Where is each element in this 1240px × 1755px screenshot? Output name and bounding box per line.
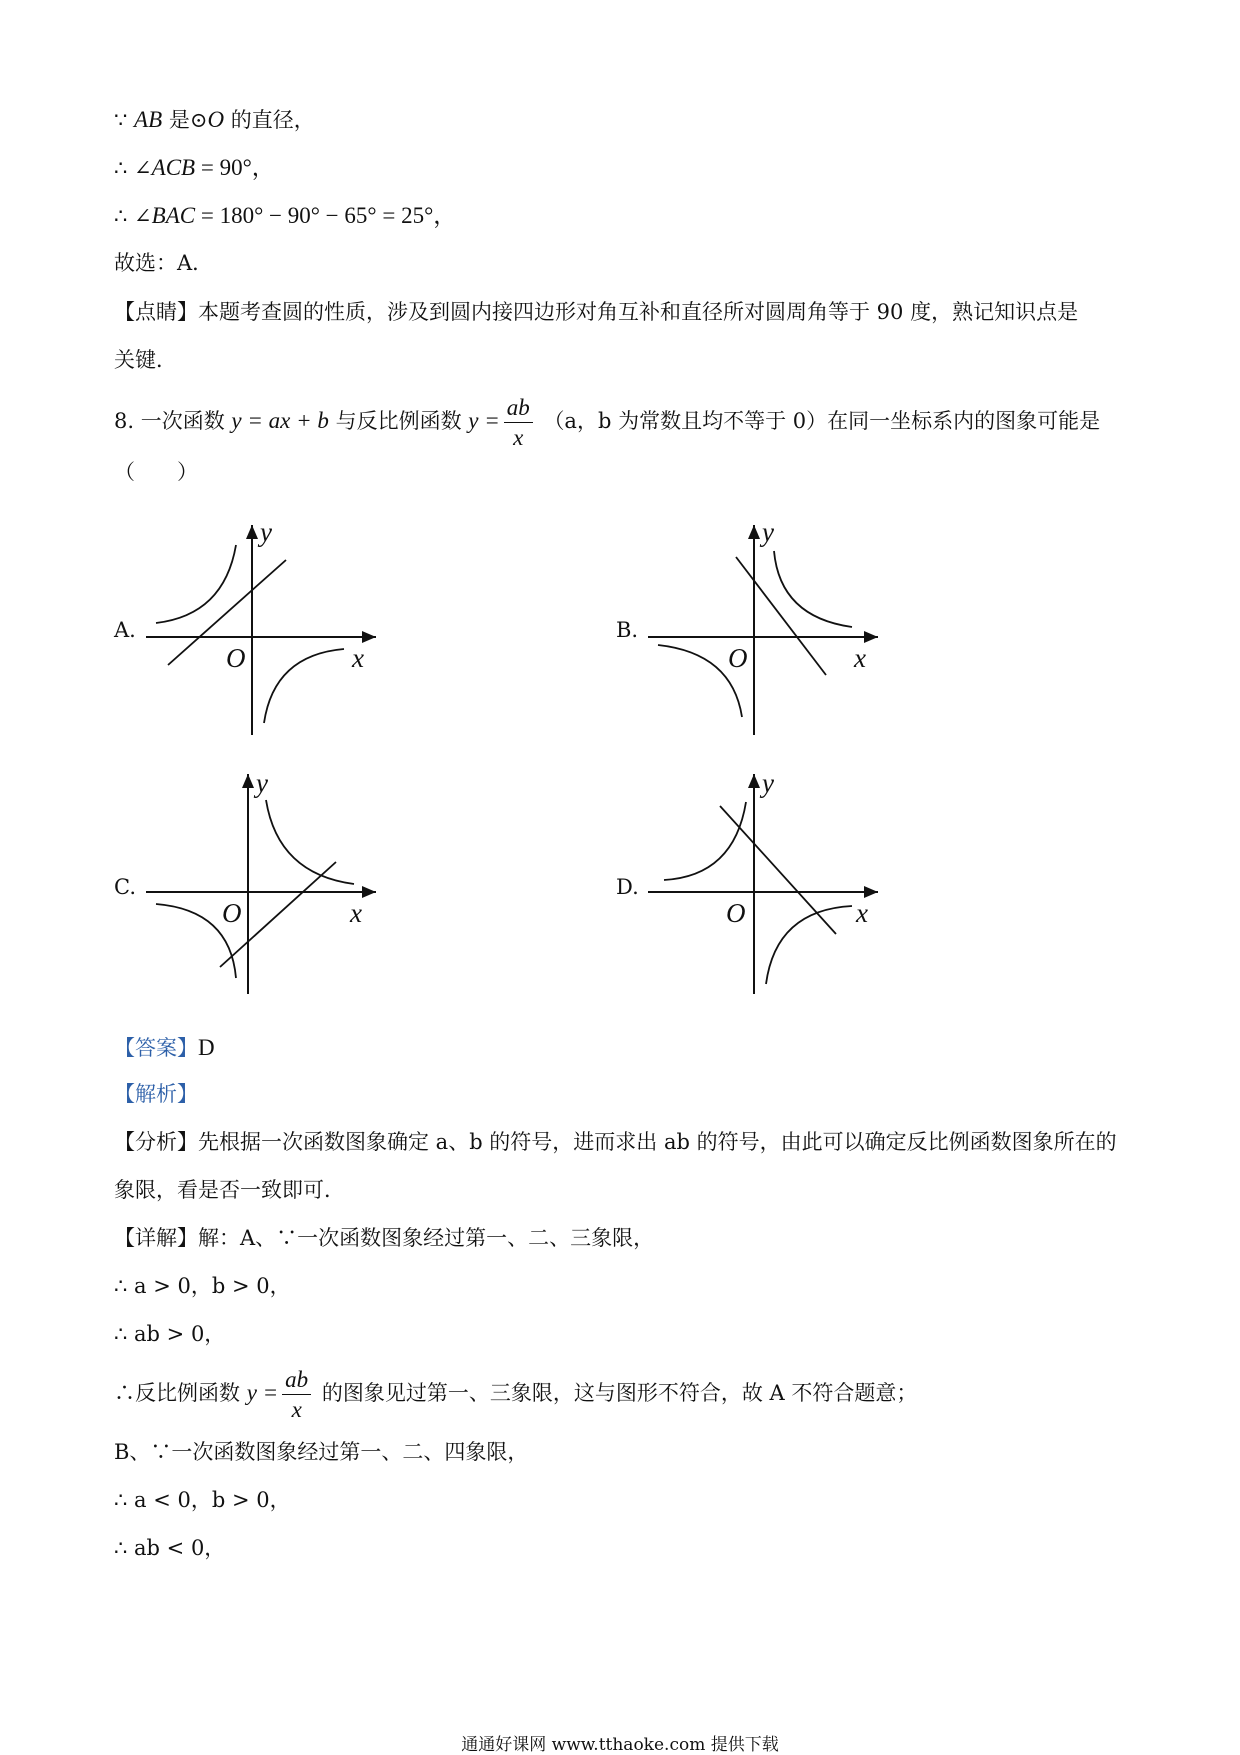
answer-line xyxy=(114,1036,215,1059)
origin-label: O xyxy=(726,898,746,928)
step-3 xyxy=(114,1368,917,1421)
option-d-graph[interactable] xyxy=(616,762,916,1002)
question-bracket: （ ） xyxy=(114,460,198,484)
fraction-ab-x xyxy=(504,396,533,449)
step-1: ∴ a > 0，b > 0， xyxy=(114,1274,291,1298)
math-eq-90: = 90°， xyxy=(195,155,275,180)
line-angle-acb xyxy=(114,156,275,179)
hyperbola-branch-lower-right xyxy=(264,649,344,723)
option-a-graph[interactable] xyxy=(114,505,414,745)
x-arrow xyxy=(864,886,878,898)
x-label: x xyxy=(856,898,868,928)
step-6: ∴ ab < 0， xyxy=(114,1536,226,1560)
fenxi-text: 先根据一次函数图象确定 a、b 的符号，进而求出 ab 的符号，由此可以确定反比例函数图象所在的 xyxy=(198,1130,1117,1154)
question-8 xyxy=(114,396,1100,449)
y-arrow xyxy=(748,774,760,788)
y-arrow xyxy=(748,525,760,539)
hyperbola-branch-upper-right xyxy=(774,551,852,627)
linear-line xyxy=(736,557,826,675)
math-o: O xyxy=(207,107,225,132)
y-arrow xyxy=(242,774,254,788)
fenxi-tag: 【分析】 xyxy=(114,1130,198,1154)
line-diameter xyxy=(114,108,315,131)
math-bac: BAC xyxy=(151,203,196,228)
math-ab: AB xyxy=(134,107,163,132)
therefore-angle: ∴ ∠ xyxy=(114,204,152,228)
answer-tag: 【答案】 xyxy=(114,1036,198,1060)
y-arrow xyxy=(246,525,258,539)
origin-label: O xyxy=(728,643,748,673)
y-label: y xyxy=(762,517,774,547)
origin-label: O xyxy=(226,643,246,673)
hyperbola-branch-upper-left xyxy=(156,545,236,623)
hyperbola-branch-upper-right xyxy=(266,800,354,884)
line-angle-bac xyxy=(114,204,456,227)
math-acb: ACB xyxy=(151,155,196,180)
page-footer: 通通好课网 www.tthaoke.com 提供下载 xyxy=(461,1735,779,1755)
xiangjie-text: 解：A、∵一次函数图象经过第一、二、三象限， xyxy=(198,1226,655,1250)
option-c-graph[interactable] xyxy=(114,762,414,1002)
q-text3: （a，b 为常数且均不等于 0）在同一坐标系内的图象可能是 xyxy=(543,409,1101,433)
x-label: x xyxy=(350,898,362,928)
hyperbola-branch-upper-left xyxy=(664,802,746,880)
fraction-den: x xyxy=(513,425,524,450)
analysis-tag: 【解析】 xyxy=(114,1082,198,1106)
question-number: 8. xyxy=(114,409,135,433)
x-label: x xyxy=(352,643,364,673)
fenxi-line xyxy=(114,1132,1117,1153)
xiangjie-line xyxy=(114,1228,654,1249)
y-label: y xyxy=(260,517,272,547)
therefore-angle: ∴ ∠ xyxy=(114,156,152,180)
step3-text-b: 的图象见过第一、三象限，这与图形不符合，故 A 不符合题意； xyxy=(321,1381,918,1405)
step-5: ∴ a < 0，b > 0， xyxy=(114,1488,291,1512)
step3-text-a: ∴反比例函数 xyxy=(114,1381,240,1405)
math-eq-25: = 180° − 90° − 65° = 25°， xyxy=(195,203,457,228)
x-arrow xyxy=(362,886,376,898)
q-text1: 一次函数 xyxy=(140,409,225,433)
option-label: B. xyxy=(616,618,639,642)
inverse-lhs: y = xyxy=(468,408,500,433)
x-arrow xyxy=(864,631,878,643)
line-choice: 故选：A． xyxy=(114,251,214,275)
hyperbola-branch-lower-right xyxy=(766,906,852,984)
text-circle: 是⊙ xyxy=(162,108,208,132)
fenxi-line-2: 象限，看是否一致即可． xyxy=(114,1178,345,1202)
fraction-ab-x-2 xyxy=(282,1368,311,1421)
option-label: A. xyxy=(114,618,136,642)
y-label: y xyxy=(762,768,774,798)
y-label: y xyxy=(256,768,268,798)
step-4: B、∵一次函数图象经过第一、二、四象限， xyxy=(114,1440,529,1464)
q-text2: 与反比例函数 xyxy=(335,409,462,433)
option-label: C. xyxy=(114,875,136,899)
step3-lhs: y = xyxy=(246,1380,279,1405)
option-label: D. xyxy=(616,875,639,899)
fraction-num: ab xyxy=(504,396,533,423)
line-key: 关键． xyxy=(114,348,177,372)
answer-value: D xyxy=(198,1035,215,1060)
linear-equation: y = ax + b xyxy=(231,408,329,433)
x-label: x xyxy=(854,643,866,673)
step-2: ∴ ab > 0， xyxy=(114,1322,226,1346)
line-dianjing: 【点睛】本题考查圆的性质，涉及到圆内接四边形对角互补和直径所对圆周角等于 90 度，熟记知识点是 xyxy=(114,300,1079,324)
xiangjie-tag: 【详解】 xyxy=(114,1226,198,1250)
because-symbol: ∵ xyxy=(114,108,135,132)
fraction-den: x xyxy=(291,1397,302,1422)
fraction-num: ab xyxy=(282,1368,311,1395)
x-arrow xyxy=(362,631,376,643)
origin-label: O xyxy=(222,898,242,928)
option-b-graph[interactable] xyxy=(616,505,916,745)
text-diameter: 的直径， xyxy=(224,108,315,132)
